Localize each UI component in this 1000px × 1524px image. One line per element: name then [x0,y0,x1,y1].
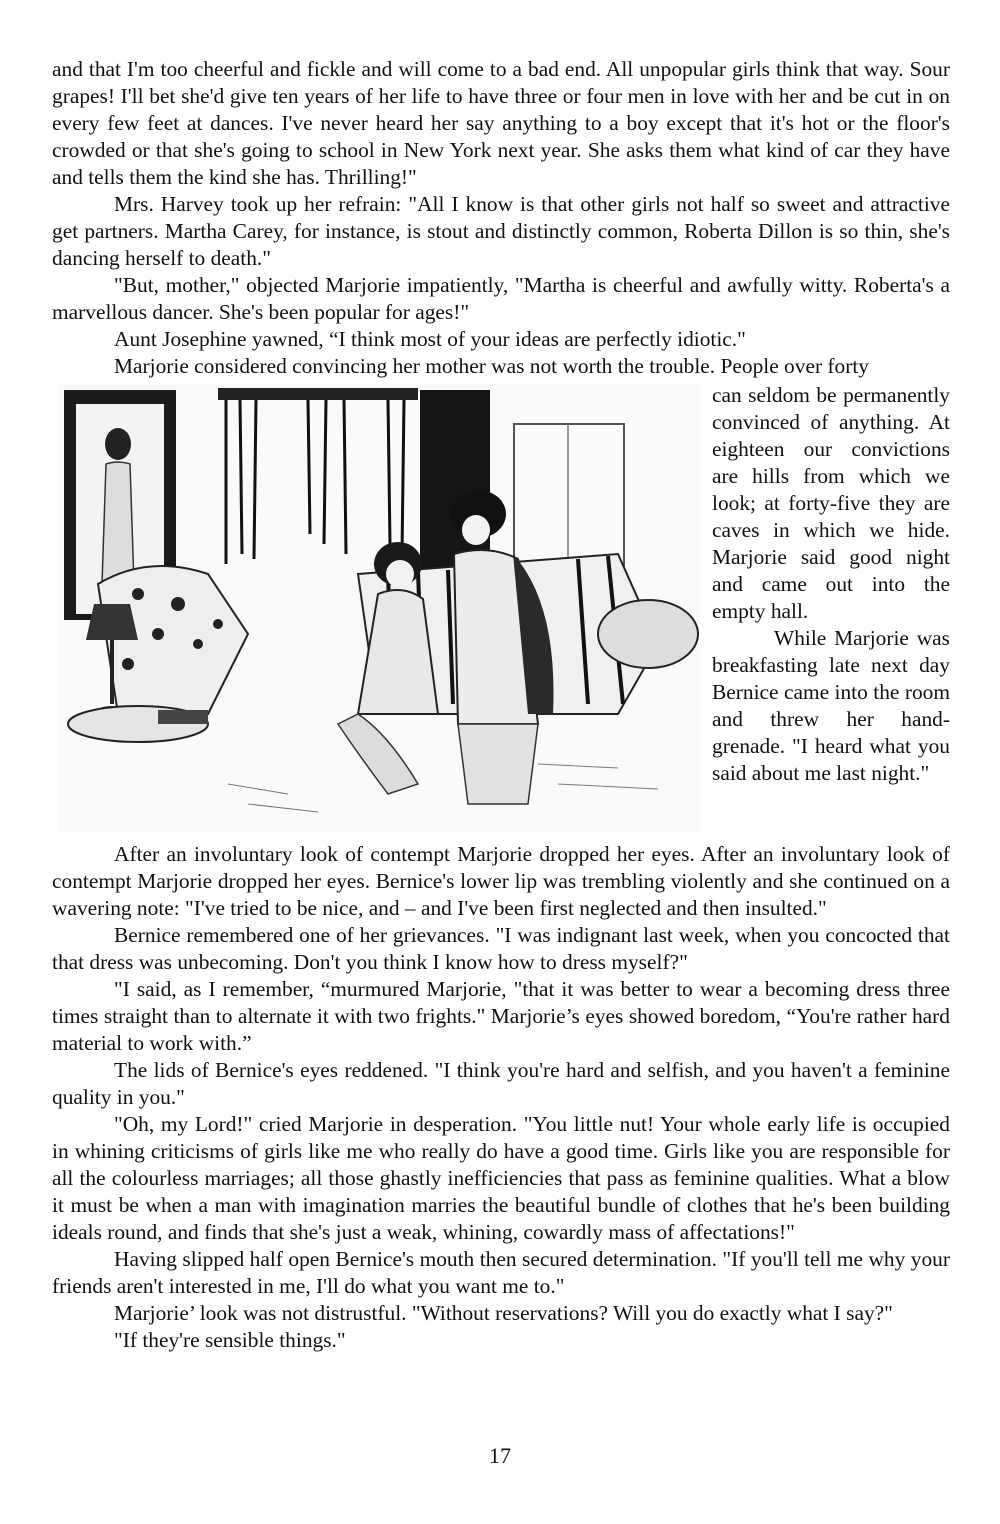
paragraph: "Oh, my Lord!" cried Marjorie in desperation. "You little nut! Your whole early life is occupied in whining criticisms of girls like me who really do have a good time. Girls like you are responsible for all the colourless marriages; all those ghastly inefficiencies that pass as feminine qualities. What a blow it must be when a man with imagination marries the beautiful bundle of clothes that he's been building ideals round, and finds that she's just a weak, whining, cowardly mass of affectations!" [52,1112,950,1244]
paragraph: "I said, as I remember, “murmured Marjorie, "that it was better to wear a becoming dress three times straight than to alternate it with two frights." Marjorie’s eyes showed boredom, “You're rather hard material to work with.” [52,977,950,1055]
paragraph: "But, mother," objected Marjorie impatiently, "Martha is cheerful and awfully witty. Roberta's a marvellous dancer. She's been popular for ages!" [52,273,950,324]
paragraph: Marjorie’ look was not distrustful. "Without reservations? Will you do exactly what I say?" [114,1301,893,1325]
paragraph: Having slipped half open Bernice's mouth then secured determination. "If you'll tell me why your friends aren't interested in me, I'll do what you want me to." [52,1247,950,1298]
paragraph: After an involuntary look of contempt Marjorie dropped her eyes. After an involuntary look of contempt Marjorie dropped her eyes. Bernice's lower lip was trembling violently and she continued on a wavering note: "I've tried to be nice, and – and I've been first neglected and then insulted." [52,842,950,920]
paragraph: Aunt Josephine yawned, “I think most of your ideas are perfectly idiotic." [114,327,746,351]
paragraph: Bernice remembered one of her grievances. "I was indignant last week, when you concocted that that dress was unbecoming. Don't you think I know how to dress myself?" [52,923,950,974]
bottom-text-block [52,841,950,1354]
wrapped-text-column [712,382,950,787]
top-text-block [52,56,950,380]
paragraph: Mrs. Harvey took up her refrain: "All I know is that other girls not half so sweet and attractive get partners. Martha Carey, for instance, is stout and distinctly common, Roberta Dillon is so thin, she's dancing herself to death." [52,192,950,270]
paragraph: While Marjorie was breakfasting late next day Bernice came into the room and threw her hand-grenade. "I heard what you said about me last night." [712,626,950,785]
paragraph: can seldom be permanently convinced of anything. At eighteen our convictions are hills from which we look; at forty-five they are caves in which we hide. Marjorie said good night and came out into the empty hall. [712,383,950,623]
page-number: 17 [489,1443,511,1468]
paragraph: The lids of Bernice's eyes reddened. "I think you're hard and selfish, and you haven't a feminine quality in you." [52,1058,950,1109]
paragraph: "If they're sensible things." [114,1328,346,1352]
paragraph: Marjorie considered convincing her mother was not worth the trouble. People over forty [114,354,869,378]
illustration-sketch [58,384,700,832]
paragraph: and that I'm too cheerful and fickle and will come to a bad end. All unpopular girls think that way. Sour grapes! I'll bet she'd give ten years of her life to have three or four men in love with her and be cut in on every few feet at dances. I've never heard her say anything to a boy except that it's hot or the floor's crowded or that she's going to school in New York next year. She asks them what kind of car they have and tells them the kind she has. Thrilling!" [52,57,950,189]
